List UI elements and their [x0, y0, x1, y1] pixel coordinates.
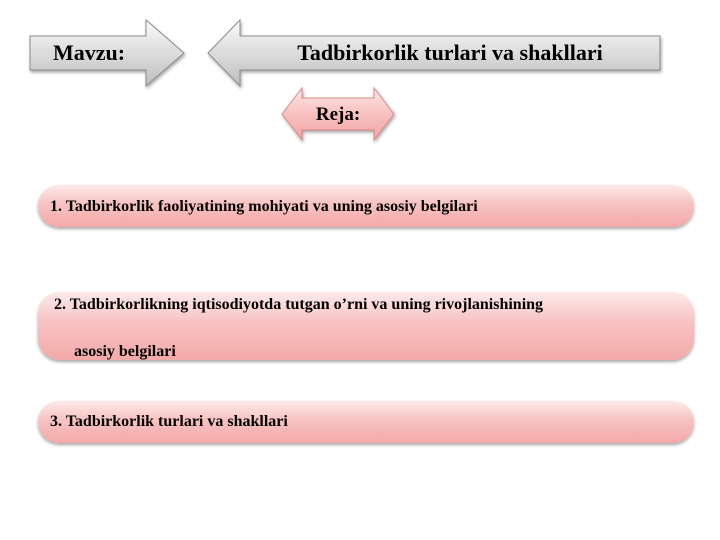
plan-item-3 [38, 401, 694, 443]
plan-item-1 [38, 185, 694, 227]
plan-item-2-line2: asosiy belgilari [74, 343, 176, 360]
plan-item-3-text: 3. Tadbirkorlik turlari va shakllari [50, 413, 288, 430]
plan-item-2-line1: 2. Tadbirkorlikning iqtisodiyotda tutgan o’rni va uning rivojlanishining [54, 296, 544, 313]
topic-label: Mavzu: [52, 40, 126, 65]
plan-item-2 [38, 292, 694, 360]
plan-label: Reja: [315, 104, 361, 125]
topic-title: Tadbirkorlik turlari va shakllari [297, 40, 603, 65]
plan-item-1-text: 1. Tadbirkorlik faoliyatining mohiyati va uning asosiy belgilari [50, 198, 478, 215]
